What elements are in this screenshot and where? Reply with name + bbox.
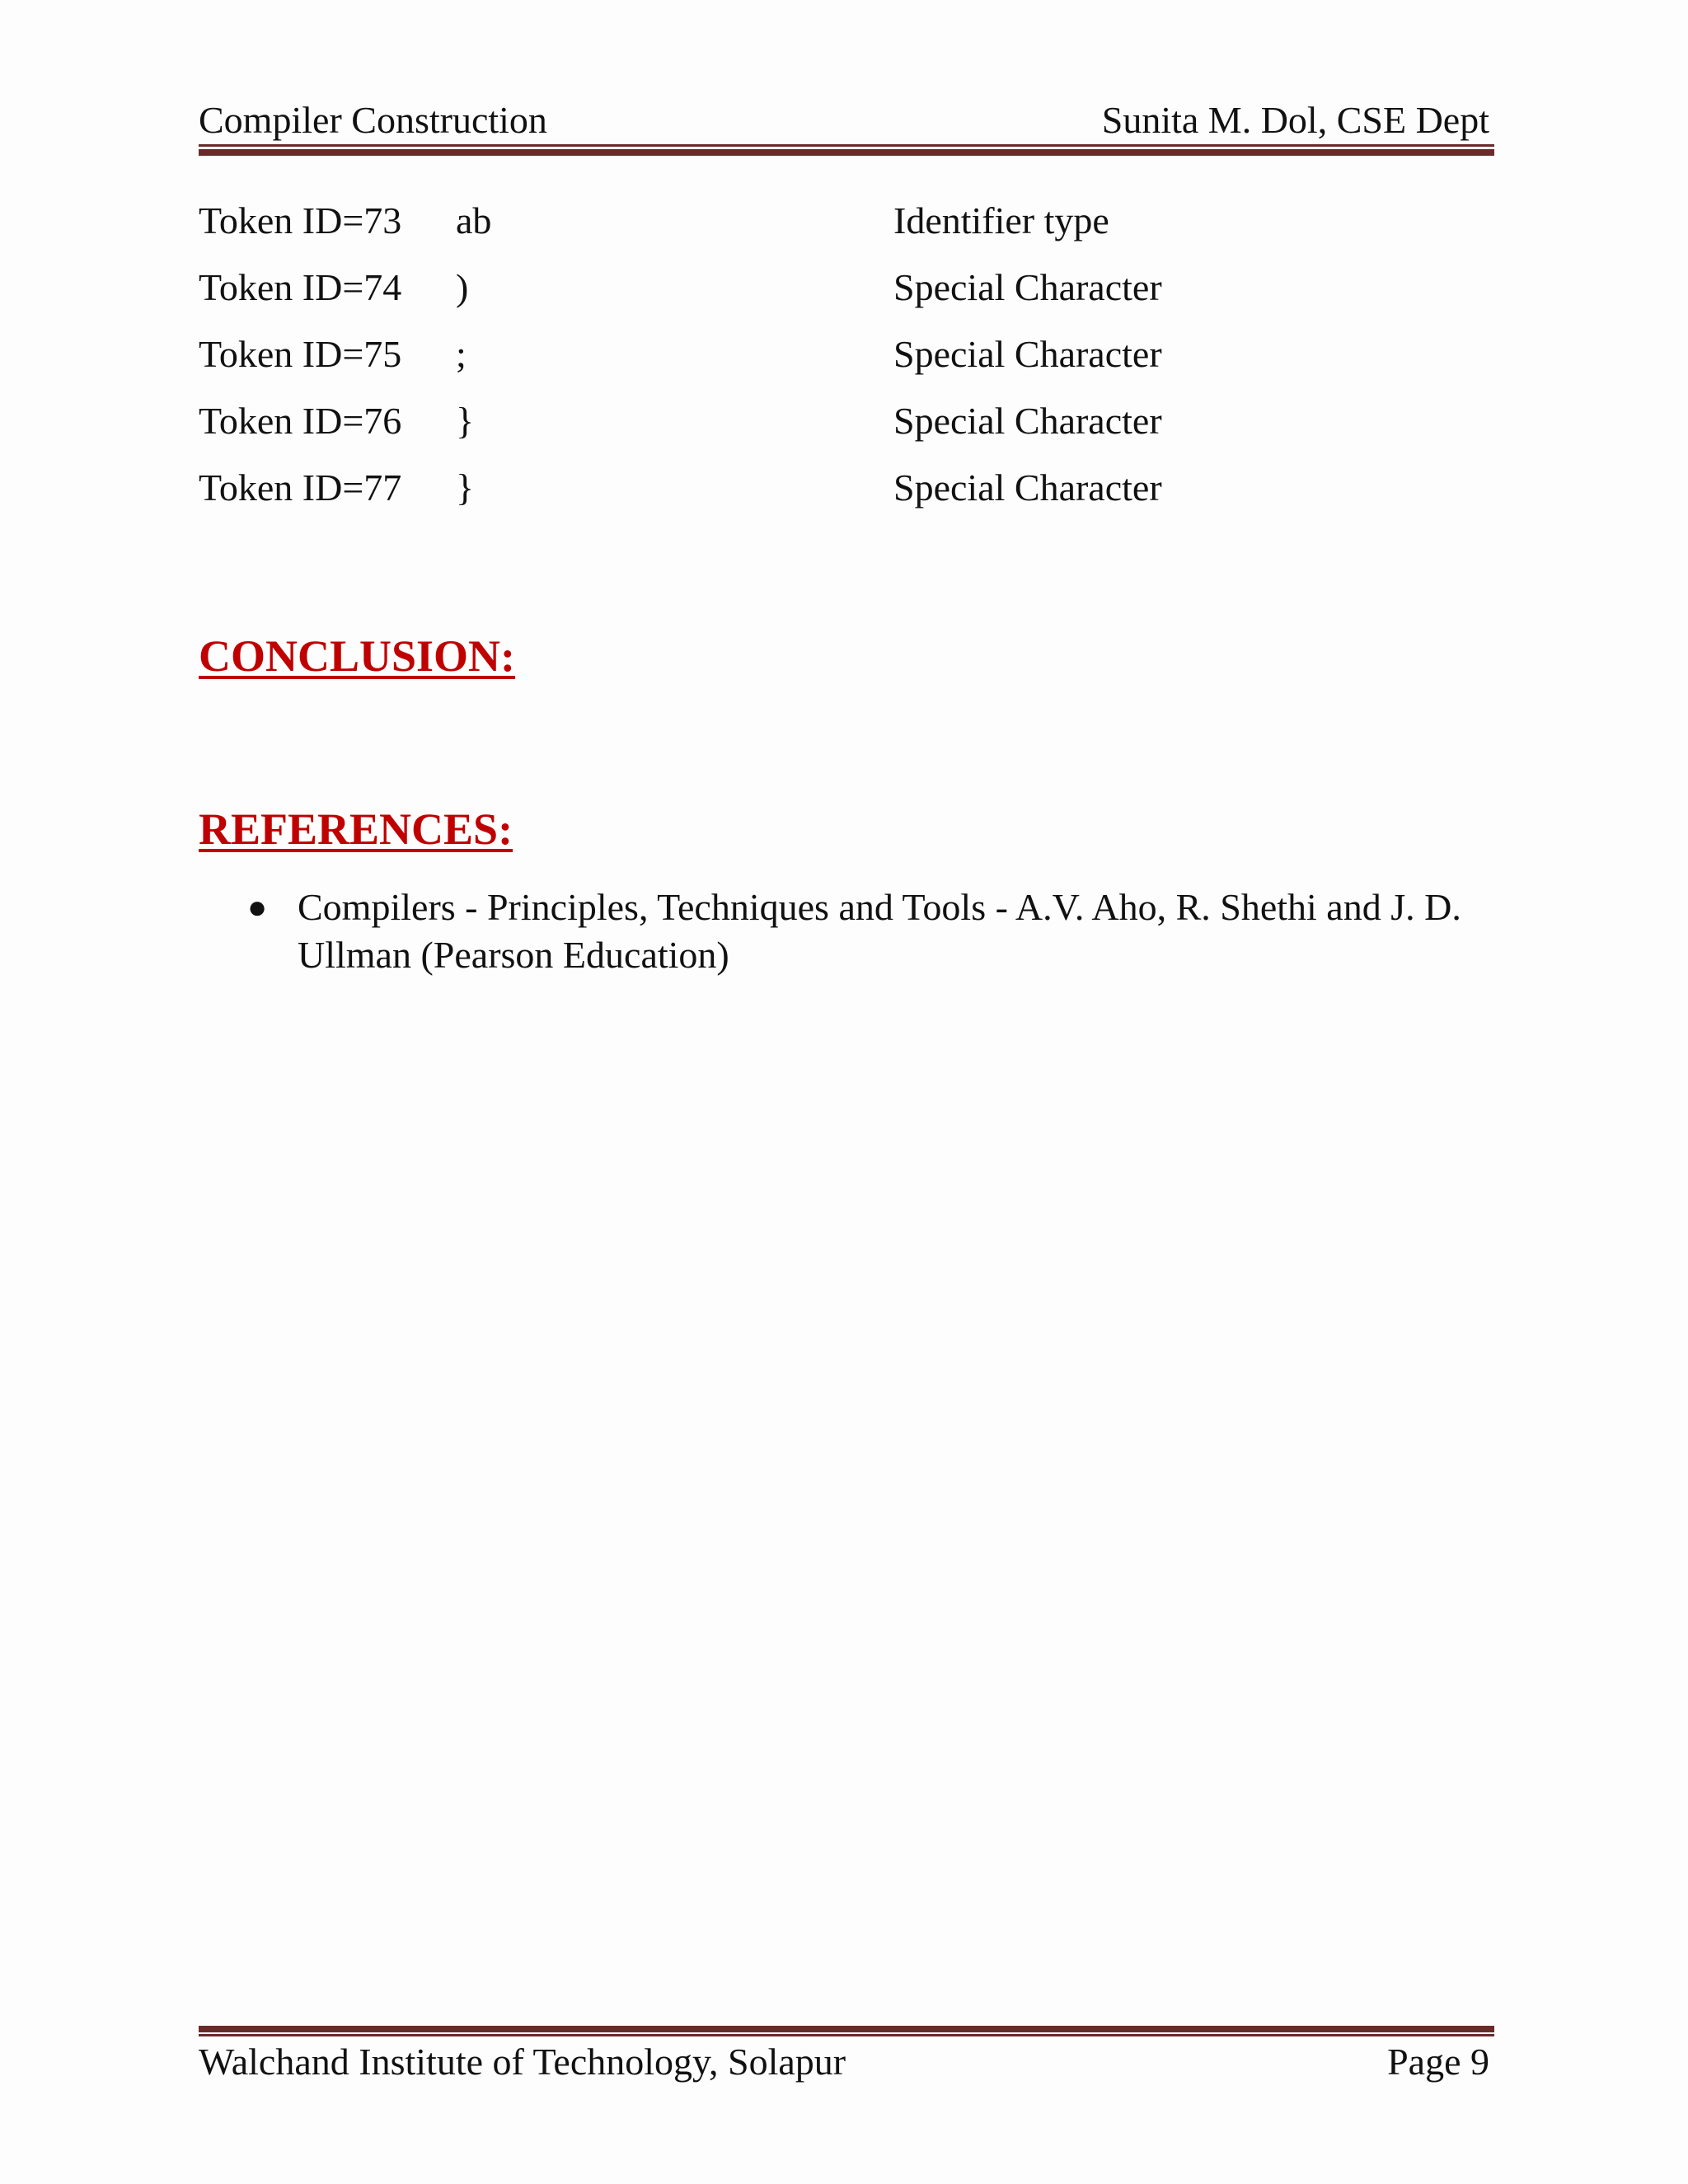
token-id: Token ID=73: [199, 199, 402, 241]
footer-rule-thin: [199, 2034, 1494, 2036]
token-id: Token ID=74: [199, 266, 402, 308]
token-row: [199, 331, 1484, 398]
token-type: Identifier type: [893, 199, 1109, 241]
token-table: [199, 198, 1484, 532]
token-row: [199, 398, 1484, 465]
token-type: Special Character: [893, 333, 1162, 375]
token-type: Special Character: [893, 400, 1162, 442]
reference-text: Compilers - Principles, Techniques and Tools - A.V. Aho, R. Shethi and J. D. Ullman (Pearson Education): [298, 886, 1461, 976]
reference-item: [247, 883, 1508, 979]
header-rule-thin: [199, 144, 1494, 147]
bullet-icon: ●: [247, 888, 268, 926]
token-type: Special Character: [893, 466, 1162, 509]
token-lexeme: ;: [456, 333, 467, 375]
token-id: Token ID=75: [199, 333, 402, 375]
token-row: [199, 265, 1484, 331]
header-course-title: Compiler Construction: [199, 99, 547, 141]
token-row: [199, 198, 1484, 265]
token-lexeme: }: [456, 466, 475, 509]
page-header: [199, 97, 1489, 143]
conclusion-heading: CONCLUSION:: [199, 631, 516, 681]
page-number: Page 9: [1387, 2041, 1489, 2083]
token-row: [199, 465, 1484, 532]
token-id: Token ID=77: [199, 466, 402, 509]
header-author: Sunita M. Dol, CSE Dept: [1101, 99, 1489, 141]
header-rule-thick: [199, 149, 1494, 156]
references-heading: REFERENCES:: [199, 804, 513, 854]
token-type: Special Character: [893, 266, 1162, 308]
page-footer: [199, 2039, 1489, 2085]
token-id: Token ID=76: [199, 400, 402, 442]
token-lexeme: }: [456, 400, 475, 442]
token-lexeme: ab: [456, 199, 492, 241]
references-list: [247, 883, 1508, 979]
token-lexeme: ): [456, 266, 469, 308]
footer-rule-thick: [199, 2026, 1494, 2032]
footer-institute: Walchand Institute of Technology, Solapur: [199, 2041, 846, 2083]
